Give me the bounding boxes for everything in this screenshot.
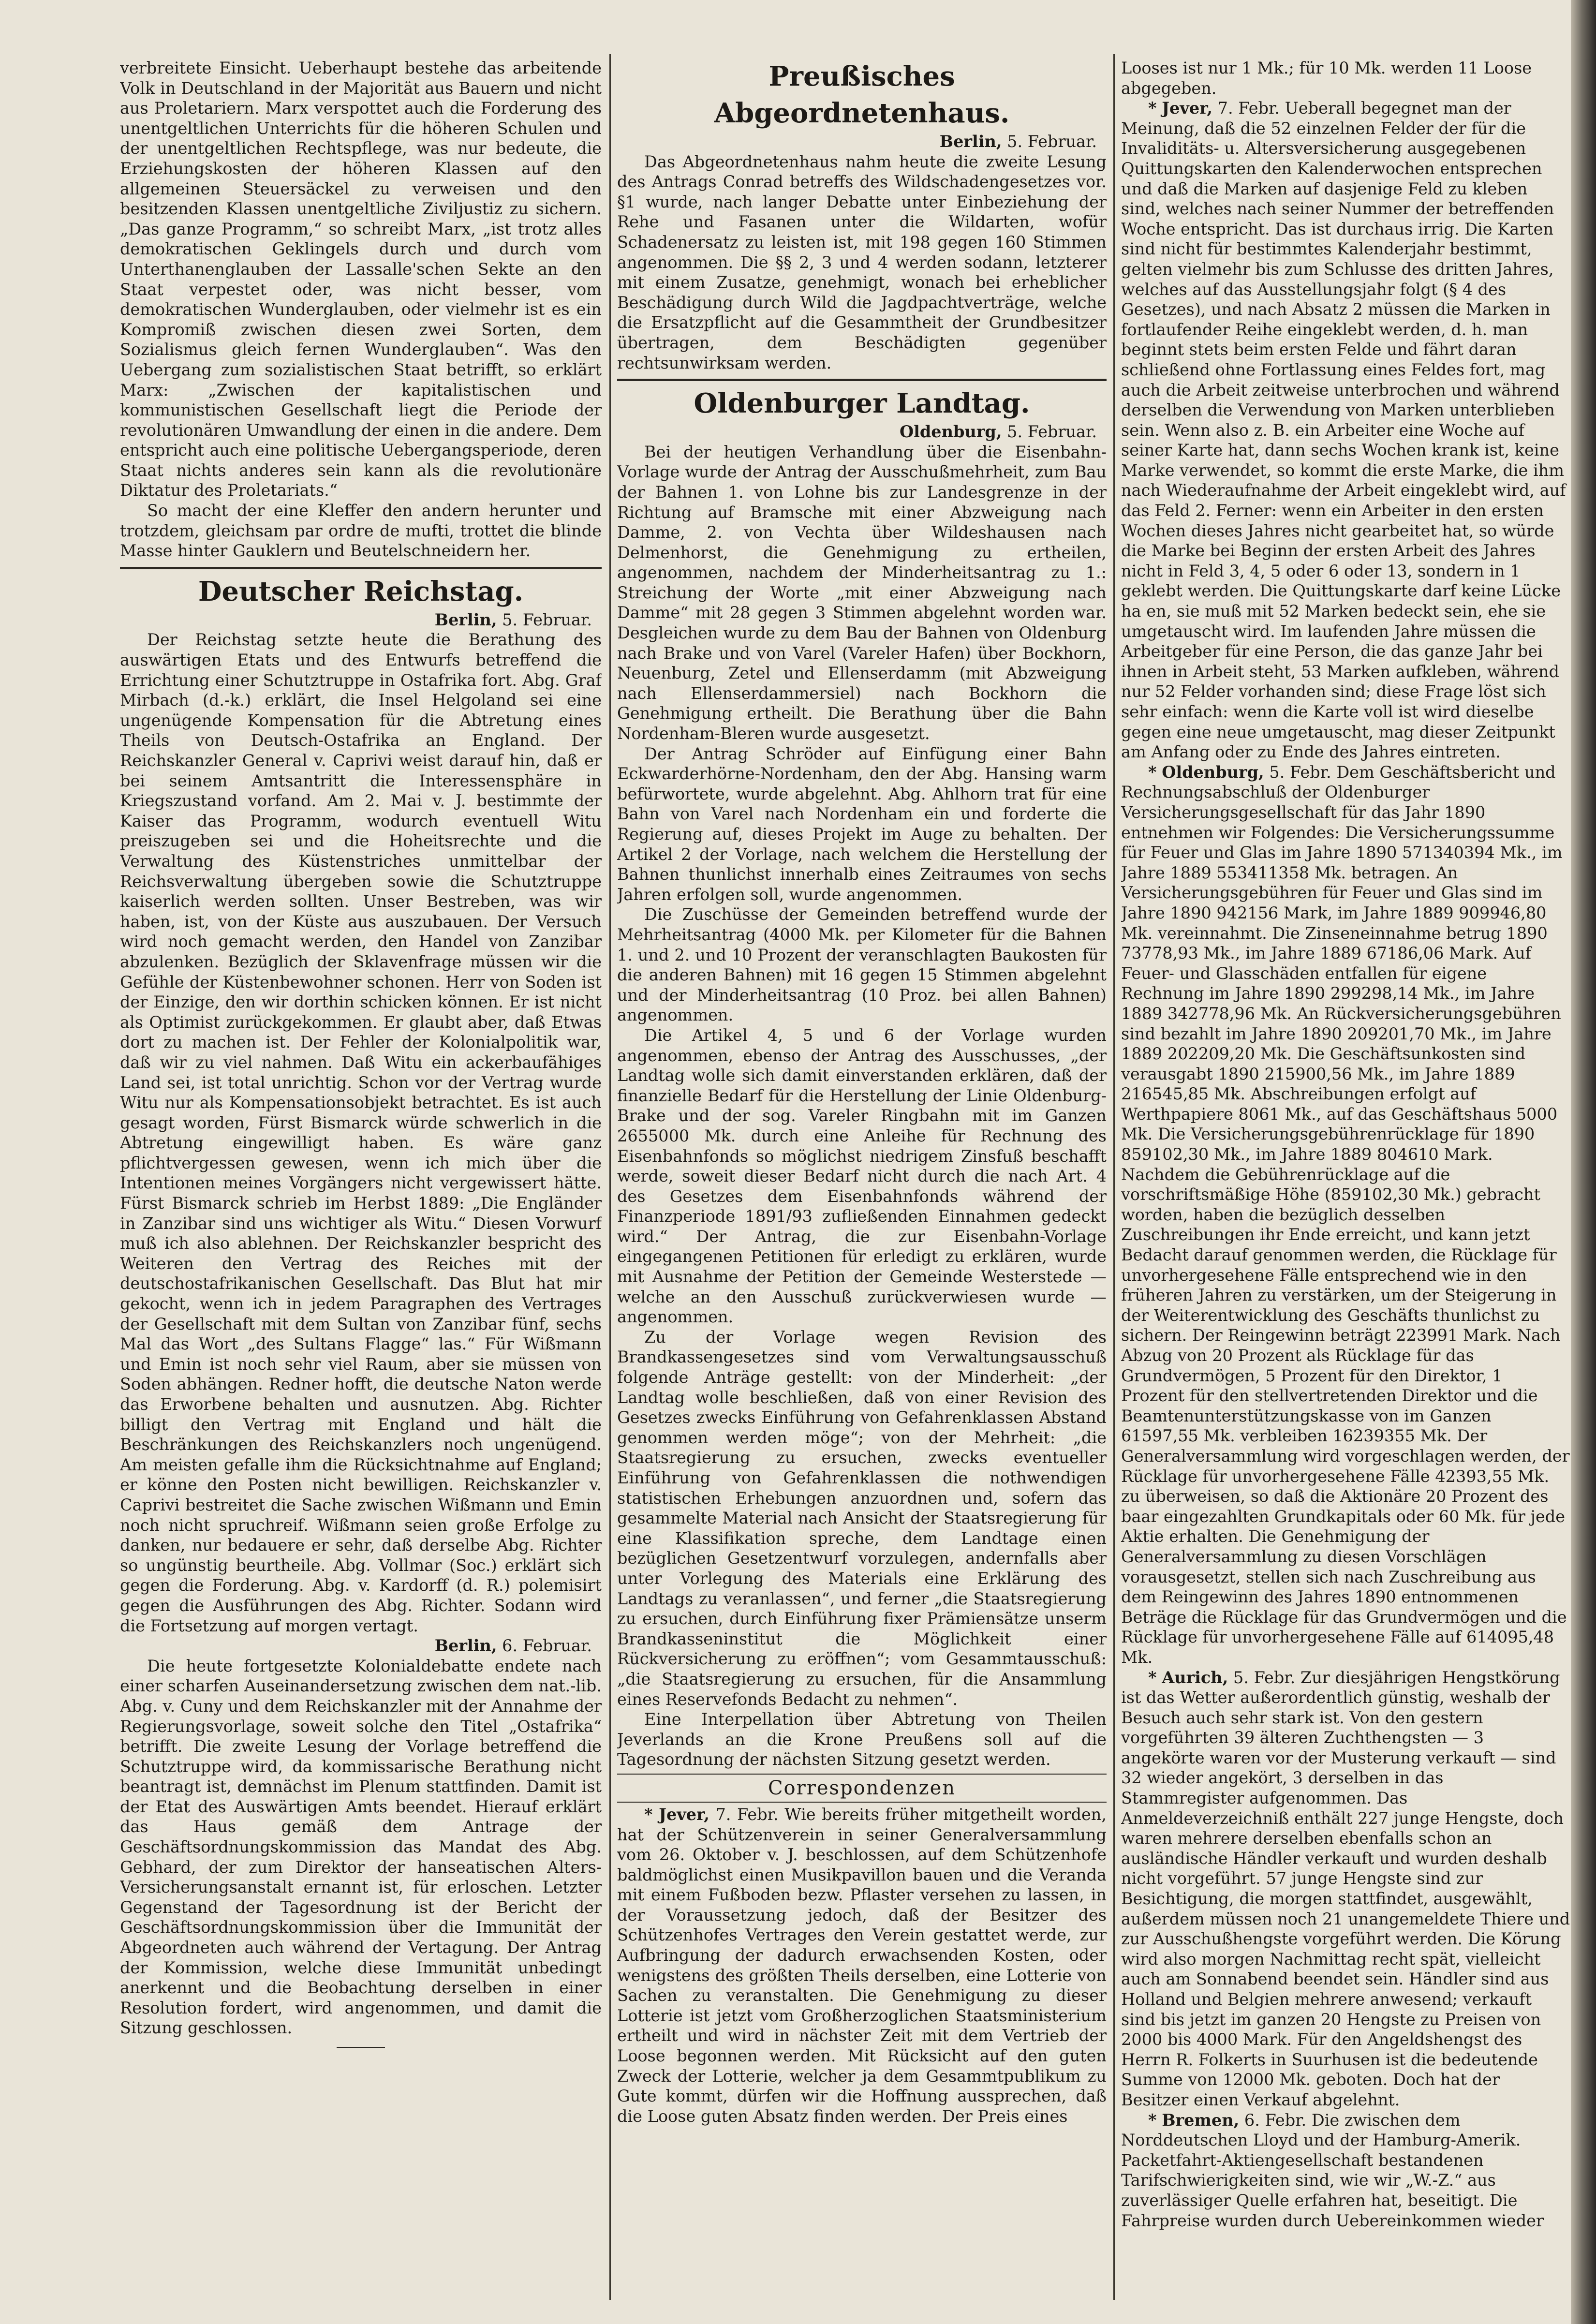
dateline-date: 5. Februar. xyxy=(1007,422,1097,442)
dateline xyxy=(617,422,1107,442)
dateline-date: 7. Febr. xyxy=(715,1805,779,1824)
dateline-location: Berlin, xyxy=(939,132,1002,151)
article-text xyxy=(617,1805,1107,2127)
section-divider xyxy=(120,567,602,569)
end-dash xyxy=(337,2047,385,2048)
dateline-location: Oldenburg, xyxy=(1162,762,1264,782)
article-text xyxy=(1121,98,1571,762)
section-divider xyxy=(617,379,1107,381)
dateline-date: 5. Februar. xyxy=(1007,132,1097,151)
column-rule xyxy=(609,54,611,2300)
column-3 xyxy=(1121,58,1571,2295)
dateline-location: Berlin, xyxy=(434,1636,497,1656)
dateline-location: Bremen, xyxy=(1162,2110,1240,2130)
dateline xyxy=(120,1636,602,1656)
article-text: Bei der heutigen Verhandlung über die Eisenbahn-Vorlage wurde der Antrag der Ausschußmehrheit, zum Bau der Bahnen 1. von Lohne bis zur Landesgrenze in der Richtung auf Bramsche mit einer Abzweigung nach Damme, 2. von Vechta über Wildeshausen nach Delmenhorst, die Genehmigung zu ertheilen, angenommen, nachdem der Minderheitsantrag zu 1.: Streichung der Worte „mit einer Abzweigung nach Damme“ mit 28 gegen 3 Stimmen abgelehnt worden war. Desgleichen wurde zu dem Bau der Bahnen von Oldenburg nach Brake und von Varel (Vareler Hafen) über Bockhorn, Neuenburg, Zetel und Ellenserdamm (mit Abzweigung nach Ellenserdammersiel) nach Bockhorn die Genehmigung ertheilt. Die Berathung über die Bahn Nordenham-Bleren wurde ausgesetzt. xyxy=(617,442,1107,743)
column-rule xyxy=(1113,54,1115,2300)
section-heading: Preußisches Abgeordnetenhaus. xyxy=(714,60,1010,129)
dateline-date: 7. Febr. xyxy=(1217,99,1280,118)
article-text: Die Artikel 4, 5 und 6 der Vorlage wurden angenommen, ebenso der Antrag des Ausschusses, „der Landtag wolle sich damit einverstanden erklären, daß der finanzielle Bedarf für die Herstellung der Linie Oldenburg-Brake und der sog. Vareler Ringbahn mit im Ganzen 2655000 Mk. durch eine Anleihe für Rechnung des Eisenbahnfonds so möglichst niedrigem Zinsfuß beschafft werde, soweit dieser Bedarf nicht durch die nach Art. 4 des Gesetzes dem Eisenbahnfonds während der Finanzperiode 1891/93 zufließenden Einnahmen gedeckt wird.“ Der Antrag, die zur Eisenbahn-Vorlage eingegangenen Petitionen für erledigt zu erklären, wurde mit Ausnahme der Petition der Gemeinde Westerstede — welche an den Ausschuß zurückverwiesen wurde — angenommen. xyxy=(617,1025,1107,1327)
section-heading: Deutscher Reichstag. xyxy=(198,575,524,607)
article-text xyxy=(1121,762,1571,1668)
dateline-date: 6. Febr. xyxy=(1244,2110,1307,2130)
article-text: So macht der eine Kleffer den andern herunter und trotzdem, gleichsam par ordre de mufti, trottet die blinde Masse hinter Gauklern und Beutelschneidern her. xyxy=(120,501,602,561)
section-heading: Oldenburger Landtag. xyxy=(694,387,1030,420)
article-text: Dem Geschäftsbericht und Rechnungsabschluß der Oldenburger Versicherungsgesellschaft für das Jahr 1890 entnehmen wir Folgendes: Die Versicherungssumme für Feuer und Glas im Jahre 1890 571340394 Mk., im Jahre 1889 553411358 Mk. betragen. An Versicherungsgebühren für Feuer und Glas sind im Jahre 1890 942156 Mark, im Jahre 1889 909946,80 Mk. vereinnahmt. Die Zinseneinnahme betrug 1890 73778,93 Mk., im Jahre 1889 67186,06 Mark. Auf Feuer- und Glasschäden entfallen für eigene Rechnung im Jahre 1890 299298,14 Mk., im Jahre 1889 342778,96 Mk. An Rückversicherungsgebühren sind bezahlt im Jahre 1890 209201,70 Mk., im Jahre 1889 202209,20 Mk. Die Geschäftsunkosten sind verausgabt 1890 215900,56 Mk., im Jahre 1889 216545,85 Mk. Abschreibungen erfolgt auf Werthpapiere 8061 Mk., auf das Geschäftshaus 5000 Mk. Die Versicherungsgebührenrücklage für 1890 859102,30 Mk., im Jahre 1889 804610 Mark. Nachdem die Gebührenrücklage auf die vorschriftsmäßige Höhe (859102,30 Mk.) gebracht worden, haben die bezüglich desselben Zuschreibungen ihr Ende erreicht, und kann jetzt Bedacht darauf genommen werden, die Rücklage für unvorhergesehene Fälle entsprechend wie in den früheren Jahren zu verstärken, um der Steigerung in der Weiterentwicklung des Geschäfts thunlichst zu sichern. Der Reingewinn beträgt 223991 Mark. Nach Abzug von 20 Prozent als Rücklage für das Grundvermögen, 5 Prozent für den Direktor, 1 Prozent für den stellvertretenden Direktor und die Beamtenunterstützungskasse von im Ganzen 61597,55 Mk. verbleiben 16239355 Mk. Der Generalversammlung wird vorgeschlagen werden, der Rücklage für unvorhergesehene Fälle 42393,55 Mk. zu überweisen, so daß die Aktionäre 20 Prozent des baar eingezahlten Grundkapitals oder 60 Mk. für jede Aktie erhalten. Die Genehmigung der Generalversammlung zu diesen Vorschlägen vorausgesetzt, stellen sich nach Zuschreibung aus dem Reingewinn des Jahres 1890 entnommenen Beträge die Rücklage für das Grundvermögen und die Rücklage für unvorhergesehene Fälle auf 614095,48 Mk. xyxy=(1121,762,1570,1667)
article-text: Looses ist nur 1 Mk.; für 10 Mk. werden 11 Loose abgegeben. xyxy=(1121,59,1532,98)
dateline-location: Oldenburg, xyxy=(899,422,1002,442)
star-marker: * xyxy=(1148,99,1157,118)
star-marker: * xyxy=(1148,762,1157,782)
article-text xyxy=(1121,2110,1571,2231)
star-marker: * xyxy=(1148,1668,1157,1687)
article-text: Das Abgeordnetenhaus nahm heute die zweite Lesung des Antrags Conrad betreffs des Wildschadengesetzes vor. §1 wurde, nach langer Debatte unter Einbeziehung der Rehe und Fasanen unter die Wildarten, wofür Schadenersatz zu leisten ist, mit 198 gegen 160 Stimmen angenommen. Die §§ 2, 3 und 4 werden sodann, letzterer mit einem Zusatze, genehmigt, wonach bei erheblicher Beschädigung durch Wild die Jagdpachtverträge, welche die Ersatzpflicht auf die Gesammtheit der Grundbesitzer übertragen, dem Beschädigten gegenüber rechtsunwirksam werden. xyxy=(617,152,1107,372)
article-text: Der Reichstag setzte heute die Berathung des auswärtigen Etats und des Entwurfs betreffend die Errichtung einer Schutztruppe in Ostafrika fort. Abg. Graf Mirbach (d.-k.) erklärt, die Insel Helgoland sei eine ungenügende Kompensation für die Abtretung eines Theils von Deutsch-Ostafrika an England. Der Reichskanzler General v. Caprivi weist darauf hin, daß er bei seinem Amtsantritt die Interessensphäre in Kriegszustand vorfand. Am 2. Mai v. J. bestimmte der Kaiser das Programm, wodurch eventuell Witu preiszugeben sei und die Hoheitsrechte und die Verwaltung des Küstenstriches unmittelbar der Reichsverwaltung übergeben sowie die Schutztruppe kaiserlich werden sollten. Unser Bestreben, was wir haben, ist, von der Küste aus auszubauen. Der Versuch wird noch gemacht werden, den Handel von Zanzibar abzulenken. Bezüglich der Sklavenfrage müssen wir die Gefühle der Küstenbewohner schonen. Herr von Soden ist der Einzige, den wir dorthin schicken können. Er ist nicht als Optimist zurückgekommen. Er glaubt aber, daß Etwas dort zu machen ist. Der Fehler der Kolonialpolitik war, daß wir zu viel nahmen. Daß Witu ein ackerbaufähiges Land sei, ist total unrichtig. Schon vor der Vertrag wurde Witu nur als Kompensationsobjekt betrachtet. Es ist auch gesagt worden, Fürst Bismarck würde schwerlich in die Abtretung eingewilligt haben. Es wäre ganz pflichtvergessen gewesen, wenn ich mich über die Intentionen meines Vorgängers nicht vergewissert hätte. Fürst Bismarck schrieb im Herbst 1889: „Die Engländer in Zanzibar sind uns wichtiger als Witu.“ Diesen Vorwurf muß ich also ablehnen. Der Reichskanzler bespricht des Weiteren den Vertrag des Reiches mit der deutschostafrikanischen Gesellschaft. Das Blut hat mir gekocht, wenn ich in jedem Paragraphen des Vertrages der Gesellschaft mit dem Sultan von Zanzibar fünf, sechs Mal das Wort „des Sultans Flagge“ las.“ Für Wißmann und Emin ist noch sehr viel Raum, aber sie müssen von Soden abhängen. Redner hofft, die deutsche Naton werde das Erworbene behalten und ausnutzen. Abg. Richter billigt den Vertrag mit England und hält die Beschränkungen des Reichskanzlers noch ungenügend. Am meisten gefalle ihm die Rücksichtnahme auf England; er könne den Posten nicht bewilligen. Reichskanzler v. Caprivi bestreitet die Sache zwischen Wißmann und Emin noch nicht spruchreif. Wißmann seien große Erfolge zu danken, nur bedauere er sehr, daß derselbe Abg. Richter so ungünstig beurtheile. Abg. Vollmar (Soc.) erklärt sich gegen die Forderung. Abg. v. Kardorff (d. R.) polemisirt gegen die Ausführungen des Abg. Richter. Sodann wird die Fortsetzung auf morgen vertagt. xyxy=(120,630,602,1635)
article-text: Zu der Vorlage wegen Revision des Brandkassengesetzes sind vom Verwaltungsausschuß folgende Anträge gestellt: von der Minderheit: „der Landtag wolle beschließen, daß von einer Revision des Gesetzes zwecks Einführung von Gefahrenklassen Abstand genommen werden möge“; von der Mehrheit: „die Staatsregierung zu ersuchen, zwecks eventueller Einführung von Gefahrenklassen die nothwendigen statistischen Erhebungen anzuordnen und, sofern das gesammelte Material nach Ansicht der Staatsregierung für eine Klassifikation spreche, dem Landtage einen bezüglichen Gesetzentwurf vorzulegen, andernfalls aber unter Vorlegung des Materials eine Erklärung des Landtags zu veranlassen“, und ferner „die Staatsregierung zu ersuchen, durch Einführung fixer Prämiensätze unserm Brandkasseninstitut die Möglichkeit einer Rückversicherung zu eröffnen“; vom Gesammtausschuß: „die Staatsregierung zu ersuchen, für die Ansammlung eines Reservefonds Bedacht zu nehmen“. xyxy=(617,1327,1107,1709)
dateline-date: 5. Febr. xyxy=(1269,762,1331,782)
article-text: Die zwischen dem Norddeutschen Lloyd und der Hamburg-Amerik. Packetfahrt-Aktiengesellschaft bestandenen Tarifschwierigkeiten sind, wie wir „W.-Z.“ aus zuverlässiger Quelle erfahren hat, beseitigt. Die Fahrpreise wurden durch Uebereinkommen wieder xyxy=(1121,2110,1544,2230)
star-marker: * xyxy=(1148,2110,1157,2130)
article-text: Eine Interpellation über Abtretung von Theilen Jeverlands an die Krone Preußens soll auf die Tagesordnung der nächsten Sitzung gesetzt werden. xyxy=(617,1710,1107,1769)
dateline-location: Jever, xyxy=(1162,99,1213,118)
article-text: Zur diesjährigen Hengstkörung ist das Wetter außerordentlich günstig, weshalb der Besuch auch sehr stark ist. Von den gestern vorgeführten 39 älteren Zuchthengsten — 3 angekörte waren vor der Musterung verkauft — sind 32 wieder angekört, 3 derselben in das Stammregister aufgenommen. Das Anmeldeverzeichniß enthält 227 junge Hengste, doch waren mehrere derselben ebenfalls schon an ausländische Händler verkauft und wurden deshalb nicht vorgeführt. 57 junge Hengste sind zur Besichtigung, die morgen stattfindet, ausgewählt, außerdem müssen noch 21 unangemeldete Thiere und zur Ausschußhengste vorgeführt werden. Die Körung wird also morgen Nachmittag recht spät, vielleicht auch am Sonnabend beendet sein. Händler sind aus Holland und Belgien mehrere anwesend; verkauft sind bis jetzt im ganzen 20 Hengste zu Preisen von 2000 bis 4000 Mark. Für den Angeldshengst des Herrn R. Folkerts in Suurhusen ist die bedeutende Summe von 12000 Mk. geboten. Doch hat der Besitzer einen Verkauf abgelehnt. xyxy=(1121,1668,1570,2109)
section-heading: Correspondenzen xyxy=(617,1774,1107,1803)
dateline xyxy=(120,610,602,630)
article-text: Die Zuschüsse der Gemeinden betreffend wurde der Mehrheitsantrag (4000 Mk. per Kilometer für die Bahnen 1. und 2. und 10 Prozent der veranschlagten Baukosten für die anderen Bahnen) mit 16 gegen 15 Stimmen abgelehnt und der Minderheitsantrag (10 Proz. bei allen Bahnen) angenommen. xyxy=(617,905,1107,1025)
article-text: verbreitete Einsicht. Ueberhaupt bestehe das arbeitende Volk in Deutschland in der Majorität aus Bauern und nicht aus Proletariern. Marx verspottet auch die Forderung des unentgeltlichen Unterrichts für die höheren Schulen und der unentgeltlichen Rechtspflege, was nur bedeute, die Erziehungskosten der höheren Klassen auf den allgemeinen Steuersäckel zu verweisen und den besitzenden Klassen unentgeltliche Ziviljustiz zu sichern. „Das ganze Programm,“ so schreibt Marx, „ist trotz alles demokratischen Geklingels durch und durch vom Unterthanenglauben der Lassalle'schen Sekte an den Staat verpestet oder, was nicht besser, vom demokratischen Wunderglauben, oder vielmehr ist es ein Kompromiß zwischen diesen zwei Sorten, dem Sozialismus gleich fernen Wunderglauben“. Was den Uebergang zum sozialistischen Staat betrifft, so erklärt Marx: „Zwischen der kapitalistischen und kommunistischen Gesellschaft liegt die Periode der revolutionären Umwandlung der einen in die andere. Dem entspricht auch eine politische Uebergangsperiode, deren Staat nichts anderes sein kann als die revolutionäre Diktatur des Proletariats.“ xyxy=(120,59,602,500)
column-2 xyxy=(617,58,1107,2295)
dateline xyxy=(617,132,1107,152)
book-binding-edge xyxy=(1571,0,1596,2324)
article-text: Die heute fortgesetzte Kolonialdebatte endete nach einer scharfen Auseinandersetzung zwischen dem nat.-lib. Abg. v. Cuny und dem Reichskanzler mit der Annahme der Regierungsvorlage, soweit solche den Titel „Ostafrika“ betrifft. Die zweite Lesung der Vorlage betreffend die Schutztruppe wird, da kommissarische Berathung nicht beantragt ist, demnächst im Plenum stattfinden. Damit ist der Etat des Auswärtigen Amts beendet. Hierauf erklärt das Haus gemäß dem Antrage der Geschäftsordnungskommission das Mandat des Abg. Gebhard, der zum Direktor der hanseatischen Alters-Versicherungsanstalt ernannt ist, für erloschen. Letzter Gegenstand der Tagesordnung ist der Bericht der Geschäftsordnungskommission über die Immunität der Abgeordneten auch während der Vertagung. Der Antrag der Kommission, welche diese Immunität unbedingt anerkennt und die Beobachtung derselben in einer Resolution fordert, wird angenommen, und damit die Sitzung geschlossen. xyxy=(120,1656,602,2038)
dateline-location: Aurich, xyxy=(1162,1668,1228,1687)
dateline-date: 5. Februar. xyxy=(502,610,592,629)
article-text: Wie bereits früher mitgetheilt worden, hat der Schützenverein in seiner Generalversammlung vom 26. Oktober v. J. beschlossen, auf dem Schützenhofe baldmöglichst einen Musikpavillon bauen und die Veranda mit einem Fußboden bezw. Pflaster versehen zu lassen, in der Voraussetzung jedoch, daß der Besitzer des Schützenhofes Vertrages den Verein gestattet werde, zur Aufbringung der dadurch erwachsenden Kosten, oder wenigstens des größten Theils derselben, eine Lotterie von Sachen zu veranstalten. Die Genehmigung zu dieser Lotterie ist jetzt vom Großherzoglichen Staatsministerium ertheilt und wird in nächster Zeit mit dem Vertrieb der Loose begonnen werden. Mit Rücksicht auf den guten Zweck der Lotterie, welcher ja dem Gesammtpublikum zu Gute kommt, dürfen wir die Hoffnung aussprechen, daß die Loose guten Absatz finden werden. Der Preis eines xyxy=(617,1805,1107,2126)
dateline-location: Berlin, xyxy=(434,610,497,629)
column-1 xyxy=(120,58,602,2295)
article-text xyxy=(1121,1668,1571,2110)
dateline-location: Jever, xyxy=(659,1805,709,1824)
article-text: Ueberall begegnet man der Meinung, daß die 52 einzelnen Felder der für die Invaliditäts- u. Altersversicherung ausgegebenen Quittungskarten den Kalenderwochen entsprechen und daß die Marken auf dasjenige Feld zu kleben sind, welches nach seiner Nummer der betreffenden Woche entspricht. Das ist durchaus irrig. Die Karten sind nicht für bestimmtes Kalenderjahr bestimmt, gelten vielmehr bis zum Schlusse des dritten Jahres, welches auf das Ausstellungsjahr folgt (§ 4 des Gesetzes), und nach Absatz 2 müssen die Marken in fortlaufender Reihe eingeklebt werden, d. h. man beginnt stets beim ersten Felde und fährt daran schließend ohne Fortlassung eines Feldes fort, mag auch die Arbeit zeitweise unterbrochen und während derselben die Verwendung von Marken unterblieben sein. Wenn also z. B. ein Arbeiter eine Woche auf seiner Karte hat, dann sechs Wochen krank ist, keine Marke verwendet, so kommt die erste Marke, die ihm nach Wiederaufnahme der Arbeit eingeklebt wird, auf das Feld 2. Ferner: wenn ein Arbeiter in den ersten Wochen dieses Jahres nicht gearbeitet hat, so würde die Marke bei Beginn der ersten Arbeit des Jahres nicht in Feld 3, 4, 5 oder 6 oder 13, sondern in 1 geklebt werden. Die Quittungskarte darf keine Lücke ha en, sie muß mit 52 Marken bedeckt sein, ehe sie umgetauscht wird. Im laufenden Jahre müssen die Arbeitgeber für eine Person, die das ganze Jahr bei ihnen in Arbeit steht, 53 Marken aufkleben, während nur 52 Felder vorhanden sind; diese Frage löst sich sehr einfach: wenn die Karte voll ist wird dieselbe gegen eine neue umgetauscht, mag dieser Zeitpunkt am Anfang oder zu Ende des Jahres eintreten. xyxy=(1121,99,1566,762)
dateline-date: 5. Febr. xyxy=(1233,1668,1296,1687)
dateline-date: 6. Februar. xyxy=(502,1636,592,1656)
article-text: Der Antrag Schröder auf Einfügung einer Bahn Eckwarderhörne-Nordenham, den der Abg. Hansing warm befürwortete, wurde abgelehnt. Abg. Ahlhorn trat für eine Bahn von Varel nach Nordenham ein und forderte die Regierung auf, dieses Projekt im Auge zu behalten. Der Artikel 2 der Vorlage, nach welchem die Herstellung der Bahnen thunlichst innerhalb eines Zeitraumes von sechs Jahren erfolgen soll, wurde angenommen. xyxy=(617,744,1107,904)
star-marker: * xyxy=(644,1805,653,1824)
